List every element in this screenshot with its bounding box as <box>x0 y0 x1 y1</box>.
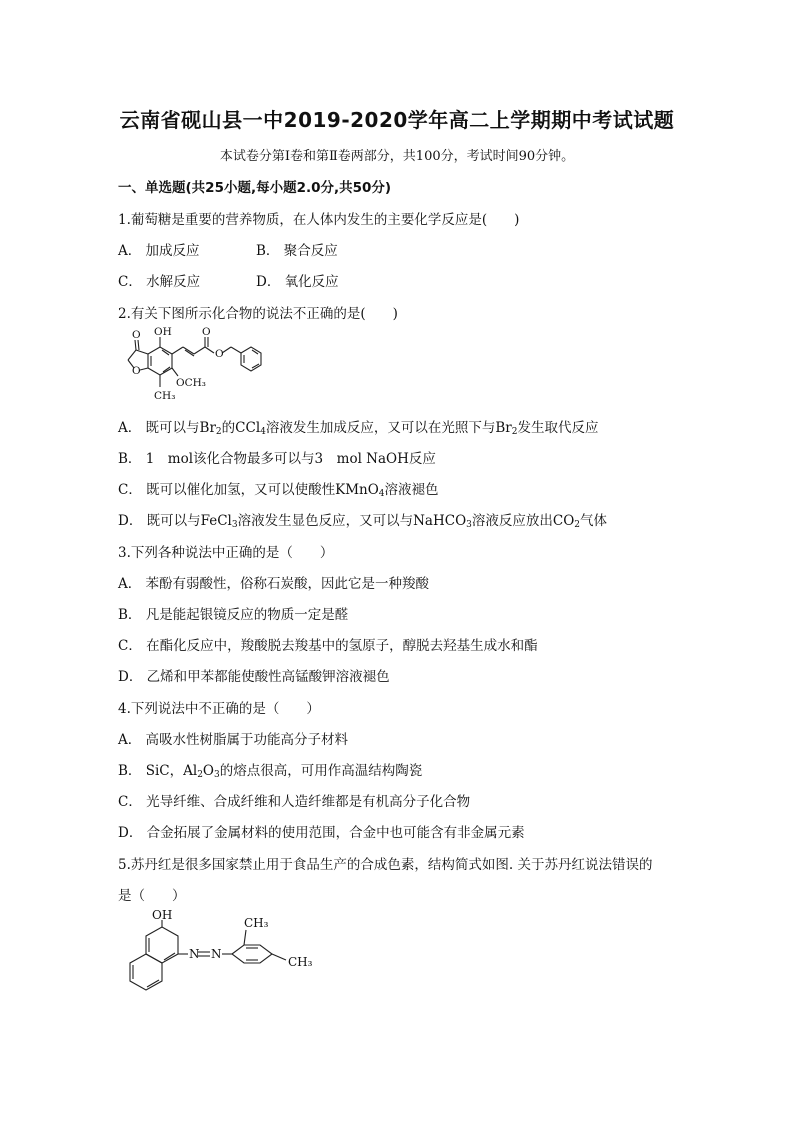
ester-o-label: O <box>215 348 224 360</box>
och3-label: OCH₃ <box>176 377 207 389</box>
oh-label: OH <box>154 326 172 338</box>
q1-option-a: A． 加成反应 <box>118 243 200 259</box>
question-4-stem: 4.下列说法中不正确的是（ ） <box>118 701 320 717</box>
q1-option-b: B． 聚合反应 <box>256 243 338 259</box>
question-3-option-d: D． 乙烯和甲苯都能使酸性高锰酸钾溶液褪色 <box>118 669 390 685</box>
question-2-option-d: D． 既可以与FeCl$_3$溶液发生显色反应，又可以与NaHCO$_3$溶液反应放出$CO_2$气体 <box>118 513 608 530</box>
question-4-option-c: C． 光导纤维、合成纤维和人造纤维都是有机高分子化合物 <box>118 794 471 810</box>
question-5-stem-line2: 是（ ） <box>118 888 186 904</box>
question-1-options-ab <box>118 239 338 259</box>
nitrogen-2-label: N <box>211 947 222 961</box>
exam-instructions: 本试卷分第Ⅰ卷和第Ⅱ卷两部分，共100分，考试时间90分钟。 <box>219 149 575 164</box>
question-3-stem: 3.下列各种说法中正确的是（ ） <box>118 545 334 561</box>
question-3-option-a: A． 苯酚有弱酸性，俗称石炭酸，因此它是一种羧酸 <box>118 576 430 592</box>
oh-label: OH <box>152 908 173 922</box>
question-3-option-c: C． 在酯化反应中，羧酸脱去羧基中的氢原子，醇脱去羟基生成水和酯 <box>118 638 538 654</box>
question-5-stem-line1: 5.苏丹红是很多国家禁止用于食品生产的合成色素，结构简式如图. 关于苏丹红说法错误的 <box>118 857 653 873</box>
question-2-option-a: A． 既可以与$Br_2$的CCl$_4$溶液发生加成反应，又可以在光照下与$Br_2$发生取代反应 <box>118 420 599 437</box>
question-1-options-cd <box>118 270 339 290</box>
q1-option-c: C． 水解反应 <box>118 274 201 290</box>
ring-o-label: O <box>132 365 141 377</box>
question-2-stem: 2.有关下图所示化合物的说法不正确的是( ) <box>118 306 398 322</box>
question-3-option-b: B． 凡是能起银镜反应的物质一定是醛 <box>118 607 349 623</box>
ch3-label: CH₃ <box>154 390 176 402</box>
ch3-top-label: CH₃ <box>244 916 269 930</box>
sudan-red-structure <box>118 908 338 1006</box>
page-title: 云南省砚山县一中2019-2020学年高二上学期期中考试试题 <box>119 108 675 132</box>
question-1-stem: 1.葡萄糖是重要的营养物质，在人体内发生的主要化学反应是( ) <box>118 212 520 228</box>
nitrogen-1-label: N <box>189 947 200 961</box>
q1-option-d: D． 氧化反应 <box>256 274 339 290</box>
ester-carbonyl-o-label: O <box>202 326 211 338</box>
question-2-option-c: C． 既可以催化加氢，又可以使酸性KMnO$_4$溶液褪色 <box>118 482 439 499</box>
compound-structure-q2 <box>118 324 278 410</box>
carbonyl-o-label: O <box>132 329 141 341</box>
question-4-option-d: D． 合金拓展了金属材料的使用范围，合金中也可能含有非金属元素 <box>118 825 525 841</box>
section-heading: 一、单选题(共25小题,每小题2.0分,共50分) <box>118 180 392 196</box>
question-4-option-a: A． 高吸水性树脂属于功能高分子材料 <box>118 732 349 748</box>
ch3-right-label: CH₃ <box>288 955 313 969</box>
question-2-option-b: B． 1 mol该化合物最多可以与3 mol NaOH反应 <box>118 451 436 467</box>
question-4-option-b: B． SiC，$Al_2O_3$的熔点很高，可用作高温结构陶瓷 <box>118 763 423 780</box>
